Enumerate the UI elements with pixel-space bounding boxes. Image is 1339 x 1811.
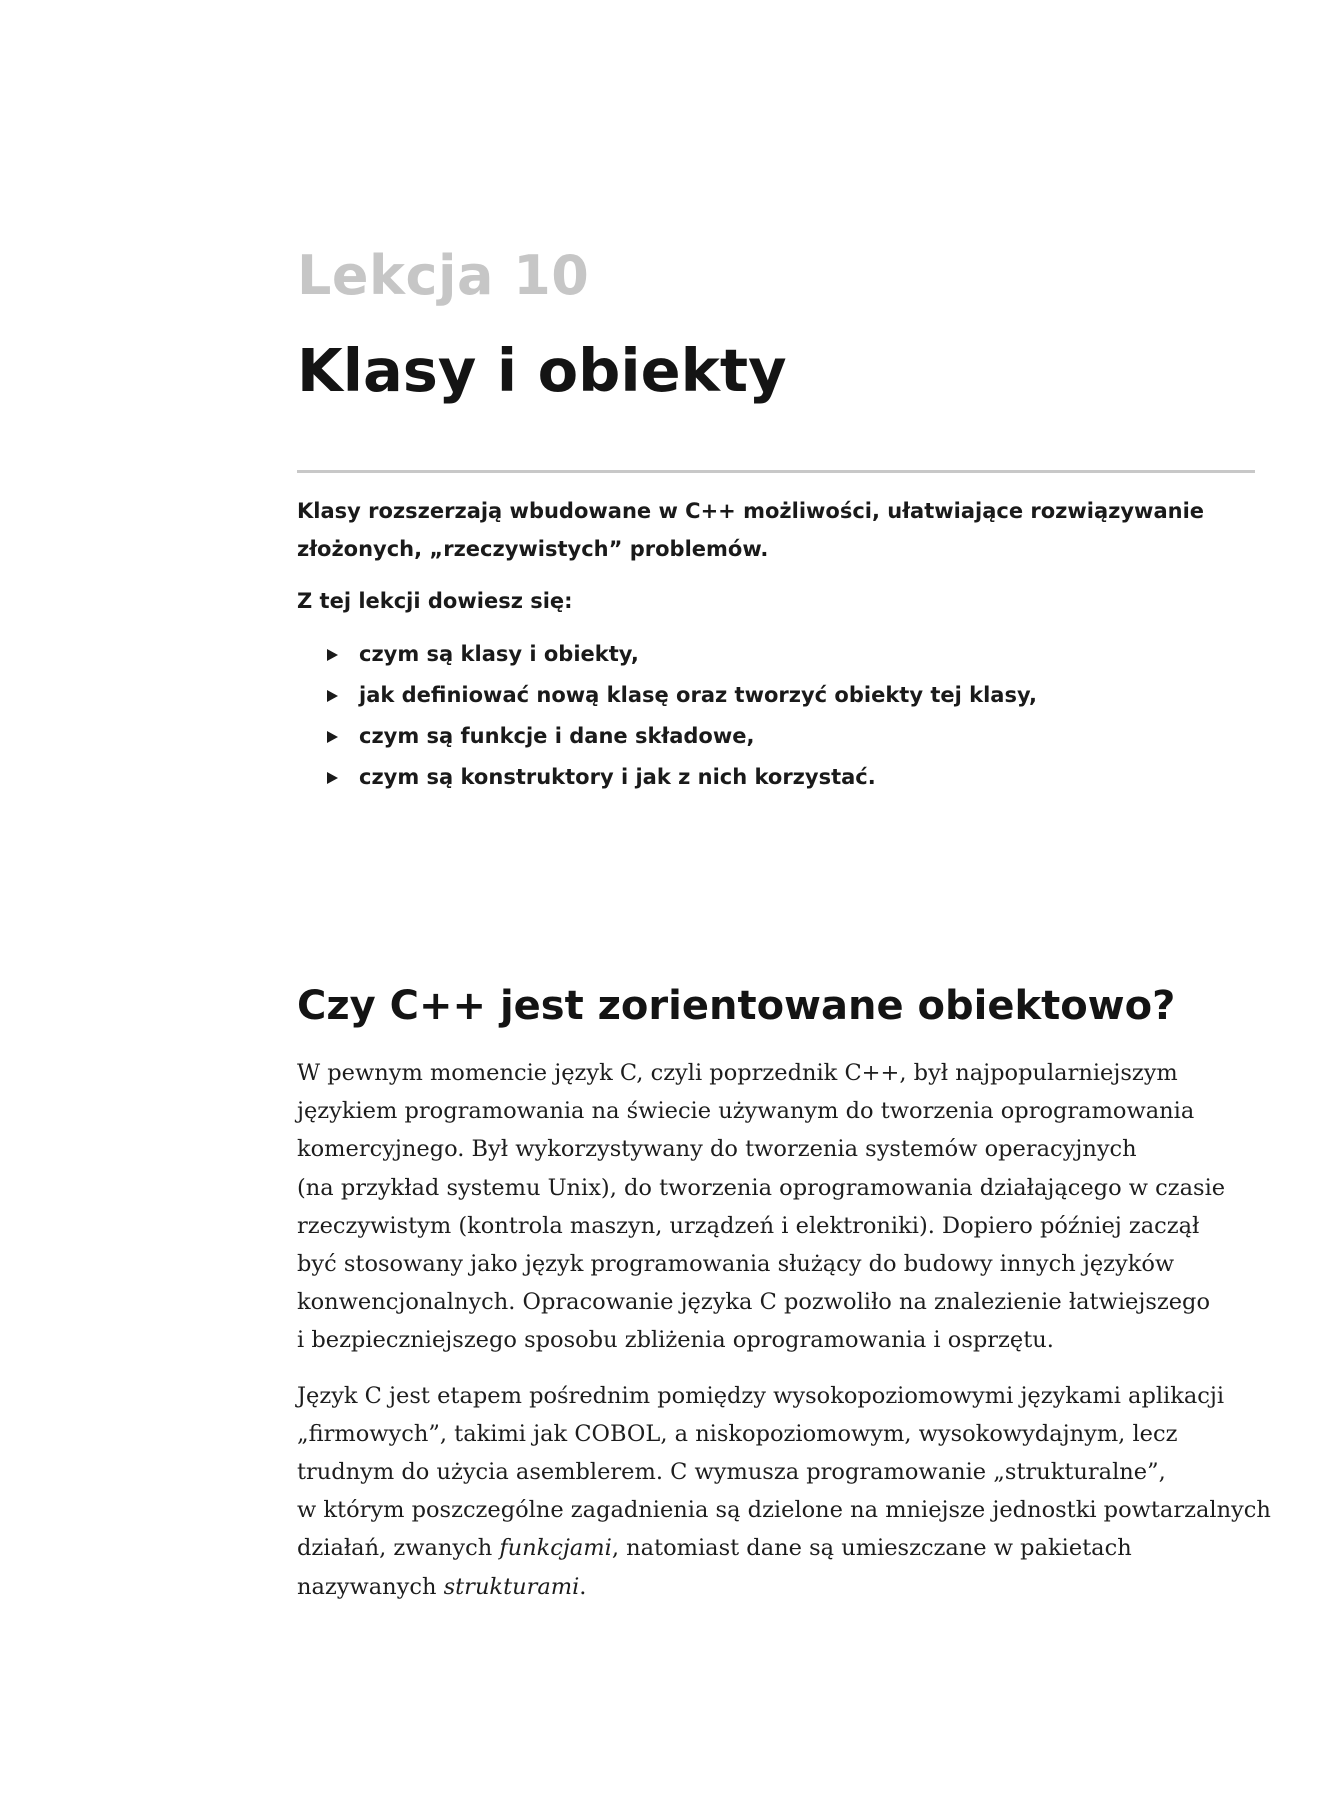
list-item xyxy=(327,757,1237,798)
text-run: , natomiast dane są umieszczane w pakietach xyxy=(611,1535,1132,1562)
list-item-text: czym są funkcje i dane składowe, xyxy=(359,724,755,748)
text-line: konwencjonalnych. Opracowanie języka C pozwoliło na znalezienie łatwiejszego xyxy=(297,1289,1210,1316)
emphasis-term: strukturami xyxy=(443,1573,580,1600)
list-item-text: czym są konstruktory i jak z nich korzystać. xyxy=(359,765,876,789)
triangle-right-icon xyxy=(327,772,338,784)
text-line xyxy=(297,1529,1257,1567)
text-line: rzeczywistym (kontrola maszyn, urządzeń i elektroniki). Dopiero później zaczął xyxy=(297,1212,1200,1239)
text-line: trudnym do użycia asemblerem. C wymusza programowanie „strukturalne”, xyxy=(297,1459,1166,1486)
body-paragraph-1 xyxy=(297,1054,1257,1360)
list-item xyxy=(327,675,1237,716)
list-item xyxy=(327,716,1237,757)
lesson-title: Klasy i obiekty xyxy=(297,336,787,405)
text-line: „firmowych”, takimi jak COBOL, a niskopoziomowym, wysokowydajnym, lecz xyxy=(297,1420,1178,1447)
lesson-number: Lekcja 10 xyxy=(297,244,590,307)
text-line: językiem programowania na świecie używanym do tworzenia oprogramowania xyxy=(297,1098,1195,1125)
text-line xyxy=(297,1568,1257,1606)
section-body xyxy=(297,1054,1271,1623)
text-line: komercyjnego. Był wykorzystywany do tworzenia systemów operacyjnych xyxy=(297,1136,1137,1163)
section-heading: Czy C++ jest zorientowane obiektowo? xyxy=(297,983,1176,1029)
text-line: (na przykład systemu Unix), do tworzenia oprogramowania działającego w czasie xyxy=(297,1174,1226,1201)
divider xyxy=(297,470,1255,473)
emphasis-term: funkcjami xyxy=(499,1535,612,1562)
learning-objectives-list xyxy=(297,634,1237,798)
body-paragraph-2 xyxy=(297,1377,1271,1606)
text-line: Język C jest etapem pośrednim pomiędzy wysokopoziomowymi językami aplikacji xyxy=(297,1382,1225,1409)
text-run: działań, zwanych xyxy=(297,1535,500,1562)
text-line: w którym poszczególne zagadnienia są dzielone na mniejsze jednostki powtarzalnych xyxy=(297,1497,1271,1524)
text-run: . xyxy=(579,1573,587,1600)
list-item xyxy=(327,634,1237,675)
learn-heading: Z tej lekcji dowiesz się: xyxy=(297,589,573,613)
list-item-text: czym są klasy i obiekty, xyxy=(359,642,639,666)
triangle-right-icon xyxy=(327,690,338,702)
intro-paragraph: Klasy rozszerzają wbudowane w C++ możliwości, ułatwiające rozwiązywanie złożonych, „rzeczywistych” problemów. xyxy=(297,499,1205,561)
text-line: W pewnym momencie język C, czyli poprzednik C++, był najpopularniejszym xyxy=(297,1060,1178,1086)
text-run: nazywanych xyxy=(297,1573,444,1600)
list-item-text: jak definiować nową klasę oraz tworzyć obiekty tej klasy, xyxy=(359,683,1037,707)
triangle-right-icon xyxy=(327,649,338,661)
triangle-right-icon xyxy=(327,731,338,743)
lesson-intro xyxy=(297,492,1237,798)
text-line: być stosowany jako język programowania służący do budowy innych języków xyxy=(297,1251,1175,1278)
text-line: i bezpieczniejszego sposobu zbliżenia oprogramowania i osprzętu. xyxy=(297,1327,1054,1354)
